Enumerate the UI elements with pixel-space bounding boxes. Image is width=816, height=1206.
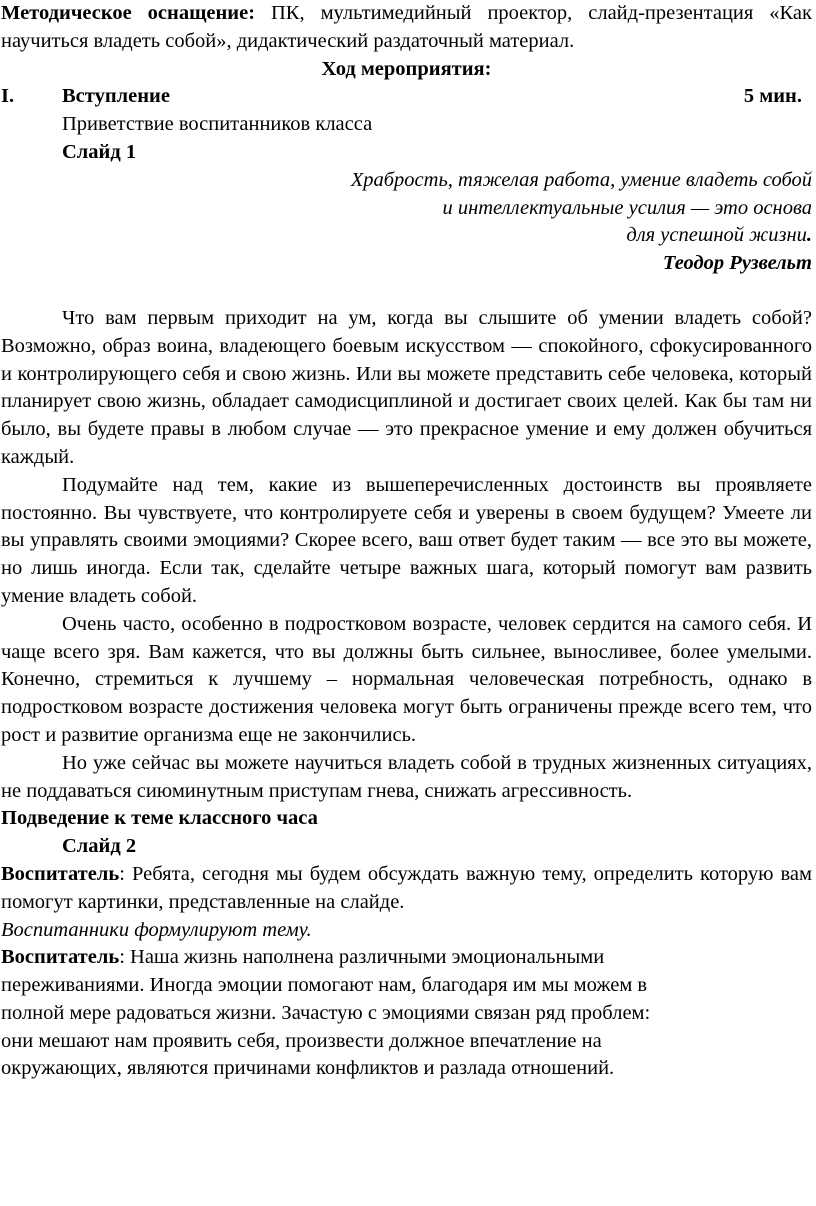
quote-line-3-text: для успешной жизни [626, 224, 807, 247]
teacher-line-1 [1, 861, 812, 917]
teacher-speech-1: : Ребята, сегодня мы будем обсуждать важную тему, определить которую вам помогут картинки, представленные на слайде. [1, 862, 812, 913]
speaker-label: Воспитатель [1, 946, 120, 969]
equipment-text: ПК, мультимедийный проектор, слайд-презентация «Как научиться владеть собой», дидактический раздаточный материал. [1, 2, 812, 52]
equipment-paragraph [1, 0, 812, 56]
epigraph-quote [1, 167, 812, 278]
teacher-speech-2b: переживаниями. Иногда эмоции помогают нам, благодаря им мы можем в [1, 974, 648, 997]
section-2-title: Подведение к теме классного часа [1, 807, 318, 830]
body-paragraph: Очень часто, особенно в подростковом возрасте, человек сердится на самого себя. И чаще всего зря. Вам кажется, что вы должны быть сильнее, выносливее, более умелыми. Конечно, стремиться к лучшему – нормальная человеческая потребность, однако в подростковом возрасте достижения человека могут быть ограничены прежде всего тем, что рост и развитие организма еще не закончились. [1, 612, 812, 746]
quote-line-2: и интеллектуальные усилия — это основа [442, 196, 812, 219]
teacher-speech-2e: окружающих, являются причинами конфликтов и разлада отношений. [1, 1057, 615, 1080]
quote-line-3 [1, 222, 812, 250]
quote-line-1: Храбрость, тяжелая работа, умение владеть собой [350, 168, 812, 191]
event-heading: Ход мероприятия: [321, 57, 492, 80]
quote-line-3-end: . [806, 224, 812, 247]
students-action: Воспитанники формулируют тему. [1, 918, 312, 941]
greeting-text: Приветствие воспитанников класса [62, 113, 373, 136]
teacher-speech-2a: : Наша жизнь наполнена различными эмоциональными [119, 946, 605, 969]
body-paragraph: Подумайте над тем, какие из вышеперечисленных достоинств вы проявляете постоянно. Вы чувствуете, что контролируете себя и уверены в своем будущем? Умеете ли вы управлять своими эмоциями? Скорее всего, ваш ответ будет таким — все это вы можете, но лишь иногда. Если так, сделайте четыре важных шага, который помогут вам развить умение владеть собой. [1, 473, 812, 607]
section-intro-header [1, 83, 812, 111]
speaker-label: Воспитатель [1, 862, 120, 885]
quote-author: Теодор Рузвельт [662, 252, 812, 275]
teacher-speech-2d: они мешают нам проявить себя, произвести должное впечатление на [1, 1029, 602, 1052]
teacher-line-2 [1, 944, 812, 1083]
section-numeral: I. [1, 85, 15, 108]
equipment-label: Методическое оснащение: [1, 2, 256, 24]
body-paragraph: Что вам первым приходит на ум, когда вы слышите об умении владеть собой? Возможно, образ воина, владеющего боевым искусством — спокойного, сфокусированного и контролирующего себя и свою жизнь. Или вы можете представить себе человека, который планирует свою жизнь, обладает самодисциплиной и достигает своих целей. Как бы там ни было, вы будете правы в любом случае — это прекрасное умение и ему должен обучиться каждый. [1, 306, 812, 468]
section-title: Вступление [62, 85, 170, 108]
slide-1-label: Слайд 1 [62, 140, 137, 163]
body-paragraph: Но уже сейчас вы можете научиться владеть собой в трудных жизненных ситуациях, не поддаваться сиюминутным приступам гнева, снижать агрессивность. [1, 751, 812, 802]
teacher-speech-2c: полной мере радоваться жизни. Зачастую с эмоциями связан ряд проблем: [1, 1001, 651, 1024]
slide-2-label: Слайд 2 [62, 835, 137, 858]
section-duration: 5 мин. [743, 85, 802, 108]
